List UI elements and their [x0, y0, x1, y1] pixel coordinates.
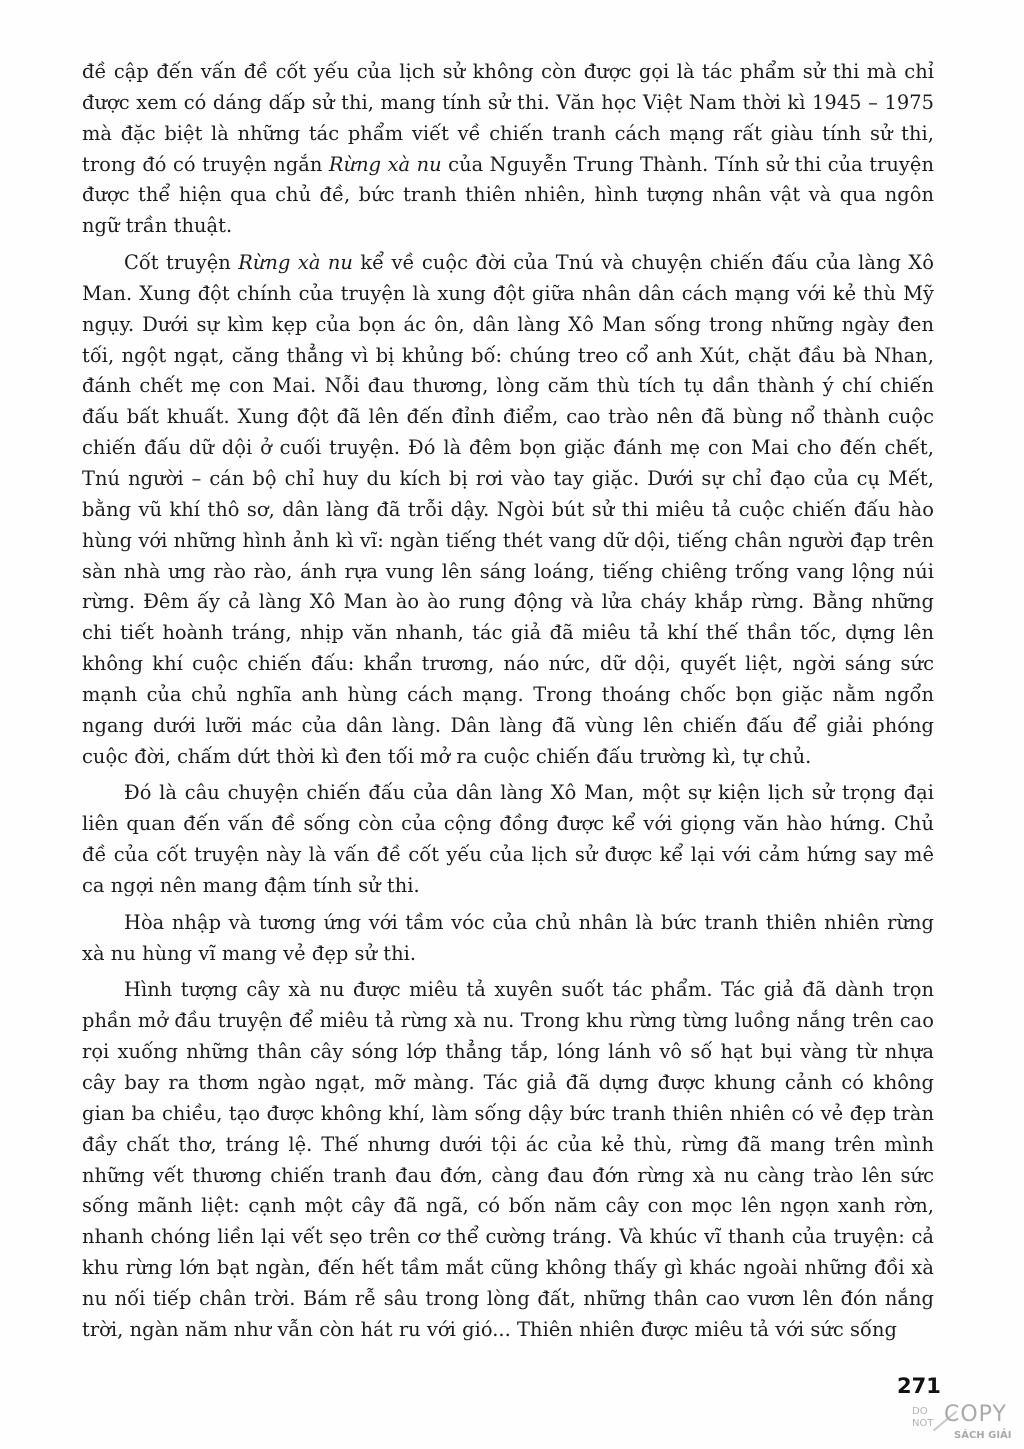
paragraph-5: Hình tượng cây xà nu được miêu tả xuyên suốt tác phẩm. Tác giả đã dành trọn phần mở đầu truyện để miêu tả rừng xà nu. Trong khu rừng từng luồng nắng trên cao rọi xuống những thân cây sóng lớp thẳng tắp, lóng lánh vô số hạt bụi vàng từ nhựa cây bay ra thơm ngào ngạt, mỡ màng. Tác giả đã dựng được khung cảnh có không gian ba chiều, tạo được không khí, làm sống dậy bức tranh thiên nhiên có vẻ đẹp tràn đầy chất thơ, tráng lệ. Thế nhưng dưới tội ác của kẻ thù, rừng đã mang trên mình những vết thương chiến tranh đau đớn, càng đau đớn rừng xà nu càng trào lên sức sống mãnh liệt: cạnh một cây đã ngã, có bốn năm cây con mọc lên ngọn xanh rờn, nhanh chóng liền lại vết sẹo trên cơ thể cường tráng. Và khúc vĩ thanh của truyện: cả khu rừng lớn bạt ngàn, đến hết tầm mắt cũng không thấy gì khác ngoài những đồi xà nu nối tiếp chân trời. Bám rễ sâu trong lòng đất, những thân cao vươn lên đón nắng trời, ngàn năm như vẫn còn hát ru với gió... Thiên nhiên được miêu tả với sức sống [82, 978, 934, 1341]
paragraph-4: Hòa nhập và tương ứng với tầm vóc của chủ nhân là bức tranh thiên nhiên rừng xà nu hùng vĩ mang vẻ đẹp sử thi. [82, 910, 934, 965]
paragraph-1: đề cập đến vấn đề cốt yếu của lịch sử không còn được gọi là tác phẩm sử thi mà chỉ được xem có dáng dấp sử thi, mang tính sử thi. Văn học Việt Nam thời kì 1945 – 1975 mà đặc biệt là những tác phẩm viết về chiến tranh cách mạng rất giàu tính sử thi, trong đó có truyện ngắn Rừng xà nu của Nguyễn Trung Thành. Tính sử thi của truyện được thể hiện qua chủ đề, bức tranh thiên nhiên, hình tượng nhân vật và qua ngôn ngữ trần thuật. [82, 60, 934, 238]
page-number: 271 [897, 1374, 941, 1398]
watermark-not: NOT [912, 1418, 934, 1429]
body-text [82, 57, 934, 1352]
book-title: Rừng xà nu [328, 152, 442, 176]
book-title: Rừng xà nu [238, 251, 353, 275]
paragraph-3: Đó là câu chuyện chiến đấu của dân làng Xô Man, một sự kiện lịch sử trọng đại liên quan đến vấn đề sống còn của cộng đồng được kể với giọng văn hào hứng. Chủ đề của cốt truyện này là vấn đề cốt yếu của lịch sử được kể lại với cảm hứng say mê ca ngợi nên mang đậm tính sử thi. [82, 781, 934, 897]
watermark-copy: COPY [944, 1402, 1007, 1427]
watermark-brand: SÁCH GIẢI [954, 1430, 1012, 1441]
watermark-logo [910, 1402, 1020, 1446]
watermark-do: DO [912, 1406, 928, 1417]
paragraph-2: Cốt truyện Rừng xà nu kể về cuộc đời của Tnú và chuyện chiến đấu của làng Xô Man. Xung đột chính của truyện là xung đột giữa nhân dân cách mạng với kẻ thù Mỹ ngụy. Dưới sự kìm kẹp của bọn ác ôn, dân làng Xô Man sống trong những ngày đen tối, ngột ngạt, căng thẳng vì bị khủng bố: chúng treo cổ anh Xút, chặt đầu bà Nhan, đánh chết mẹ con Mai. Nỗi đau thương, lòng căm thù tích tụ dần thành ý chí chiến đấu bất khuất. Xung đột đã lên đến đỉnh điểm, cao trào nên đã bùng nổ thành cuộc chiến đấu dữ dội ở cuối truyện. Đó là đêm bọn giặc đánh mẹ con Mai cho đến chết, Tnú người – cán bộ chỉ huy du kích bị rơi vào tay giặc. Dưới sự chỉ đạo của cụ Mết, bằng vũ khí thô sơ, dân làng đã trỗi dậy. Ngòi bút sử thi miêu tả cuộc chiến đấu hào hùng với những hình ảnh kì vĩ: ngàn tiếng thét vang dữ dội, tiếng chân người đạp trên sàn nhà ưng rào rào, ánh rựa vung lên sáng loáng, tiếng chiêng trống vang lộng núi rừng. Đêm ấy cả làng Xô Man ào ào rung động và lửa cháy khắp rừng. Bằng những chi tiết hoành tráng, nhịp văn nhanh, tác giả đã miêu tả khí thế thần tốc, dựng lên không khí cuộc chiến đấu: khẩn trương, náo nức, dữ dội, quyết liệt, ngời sáng sức mạnh của chủ nghĩa anh hùng cách mạng. Trong thoáng chốc bọn giặc nằm ngổn ngang dưới lưỡi mác của dân làng. Dân làng đã vùng lên chiến đấu để giải phóng cuộc đời, chấm dứt thời kì đen tối mở ra cuộc chiến đấu trường kì, tự chủ. [82, 251, 934, 768]
